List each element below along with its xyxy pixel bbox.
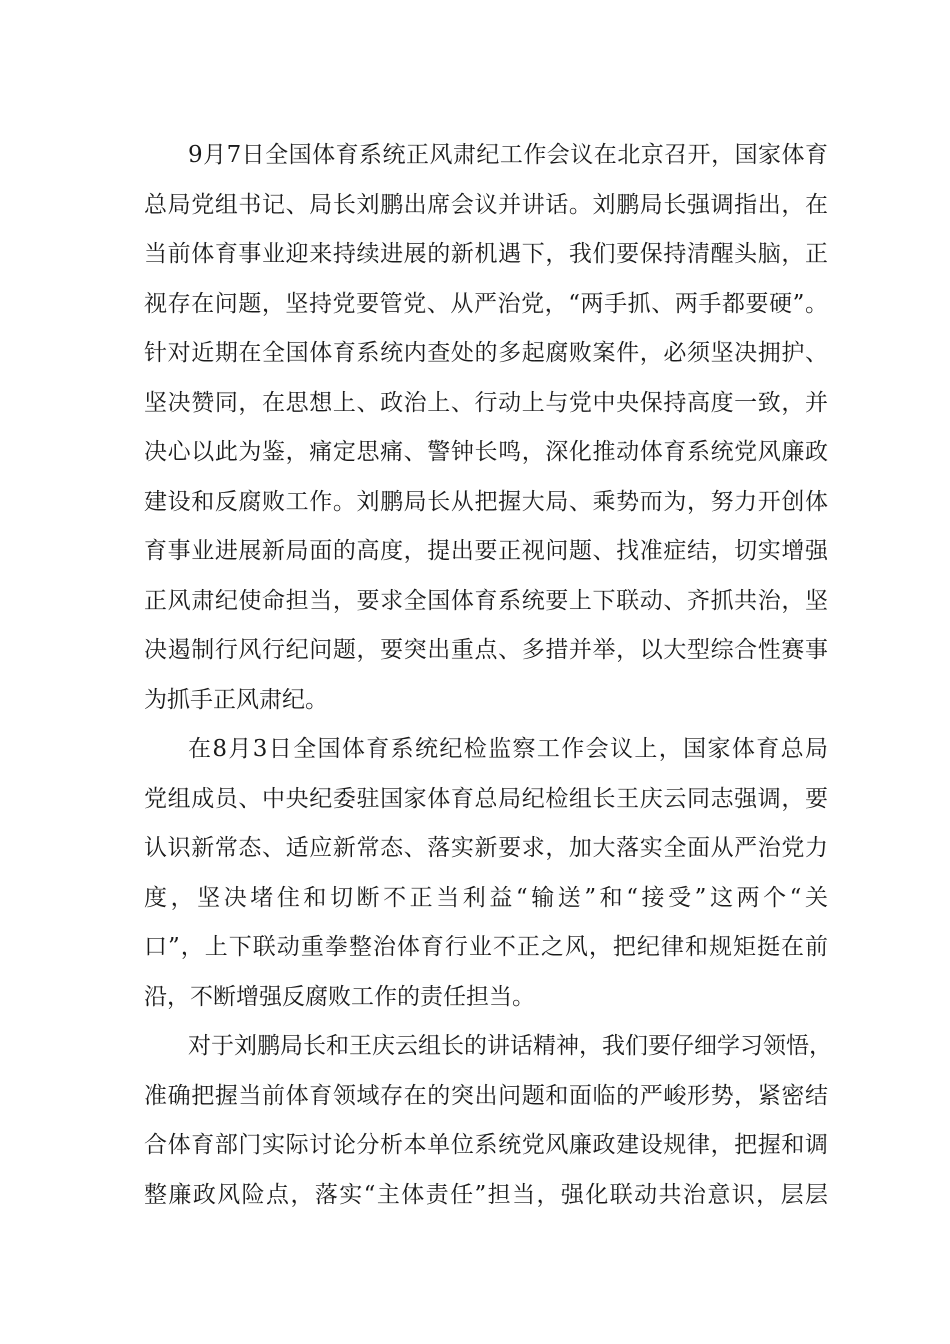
paragraph-2-line-6: 沿，不断增强反腐败工作的责任担当。 <box>144 983 535 1010</box>
paragraph-1-line-11: 决遏制行风行纪问题，要突出重点、多措并举，以大型综合性赛事 <box>144 637 828 663</box>
paragraph-2-line-4: 度，坚决堵住和切断不正当利益“输送”和“接受”这两个“关 <box>144 884 828 911</box>
paragraph-1-line-6: 坚决赞同，在思想上、政治上、行动上与党中央保持高度一致，并 <box>144 389 828 416</box>
paragraph-1-line-4: 视存在问题，坚持党要管党、从严治党，“两手抓、两手都要硬”。 <box>144 290 828 317</box>
paragraph-1-line-2: 总局党组书记、局长刘鹏出席会议并讲话。刘鹏局长强调指出，在 <box>144 191 828 218</box>
paragraph-2-line-2: 党组成员、中央纪委驻国家体育总局纪检组长王庆云同志强调，要 <box>144 785 828 812</box>
paragraph-1-line-5: 针对近期在全国体育系统内查处的多起腐败案件，必须坚决拥护、 <box>144 340 828 366</box>
paragraph-2-line-5: 口”，上下联动重拳整治体育行业不正之风，把纪律和规矩挺在前 <box>144 934 828 960</box>
paragraph-1-line-12: 为抓手正风肃纪。 <box>144 686 328 713</box>
paragraph-2-line-1: 在8月3日全国体育系统纪检监察工作会议上，国家体育总局 <box>188 736 828 762</box>
paragraph-1-line-10: 正风肃纪使命担当，要求全国体育系统要上下联动、齐抓共治，坚 <box>144 587 828 614</box>
paragraph-1-line-1: 9月7日全国体育系统正风肃纪工作会议在北京召开，国家体育 <box>188 142 828 168</box>
document-body <box>144 131 832 1220</box>
paragraph-3-line-4: 整廉政风险点，落实“主体责任”担当，强化联动共治意识，层层 <box>144 1181 828 1208</box>
paragraph-1-line-9: 育事业进展新局面的高度，提出要正视问题、找准症结，切实增强 <box>144 538 828 564</box>
paragraph-2-line-3: 认识新常态、适应新常态、落实新要求，加大落实全面从严治党力 <box>144 835 828 861</box>
paragraph-1-line-7: 决心以此为鉴，痛定思痛、警钟长鸣，深化推动体育系统党风廉政 <box>144 439 828 465</box>
paragraph-3-line-1: 对于刘鹏局长和王庆云组长的讲话精神，我们要仔细学习领悟， <box>188 1033 832 1059</box>
paragraph-3-line-3: 合体育部门实际讨论分析本单位系统党风廉政建设规律，把握和调 <box>144 1132 828 1158</box>
paragraph-1-line-3: 当前体育事业迎来持续进展的新机遇下，我们要保持清醒头脑，正 <box>144 241 828 267</box>
paragraph-3-line-2: 准确把握当前体育领域存在的突出问题和面临的严峻形势，紧密结 <box>144 1082 828 1109</box>
paragraph-1-line-8: 建设和反腐败工作。刘鹏局长从把握大局、乘势而为，努力开创体 <box>144 488 828 515</box>
